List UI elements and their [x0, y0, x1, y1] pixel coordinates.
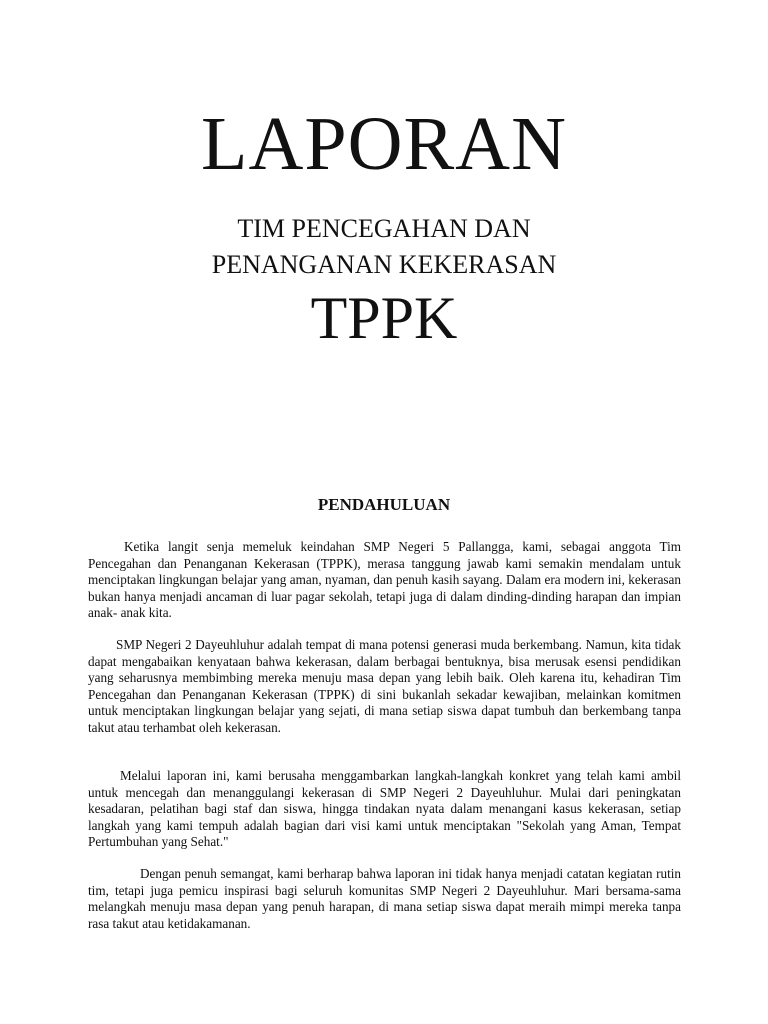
paragraph-3: Melalui laporan ini, kami berusaha menggambarkan langkah-langkah konkret yang telah kami ambil untuk mencegah dan menanggulangi kekerasan di SMP Negeri 2 Dayeuhluhur. Mulai dari peningkatan kesadaran, pelatihan bagi staf dan siswa, hingga tindakan nyata dalam menangani kasus kekerasan, setiap langkah yang kami tempuh adalah bagian dari visi kami untuk menciptakan "Sekolah yang Aman, Tempat Pertumbuhan yang Sehat.": [88, 768, 681, 849]
document-title: LAPORAN: [201, 102, 567, 186]
paragraph-2: SMP Negeri 2 Dayeuhluhur adalah tempat di mana potensi generasi muda berkembang. Namun, kita tidak dapat mengabaikan kenyataan bahwa kekerasan, dalam berbagai bentuknya, bisa merusak esensi pendidikan yang seharusnya membimbing mereka menuju masa depan yang lebih baik. Oleh karena itu, kehadiran Tim Pencegahan dan Penanganan Kekerasan (TPPK) di sini bukanlah sekadar kewajiban, melainkan komitmen untuk menciptakan lingkungan belajar yang sejati, di mana setiap siswa dapat tumbuh dan berkembang tanpa takut atau terhambat oleh kekerasan.: [88, 637, 681, 735]
paragraph-4: Dengan penuh semangat, kami berharap bahwa laporan ini tidak hanya menjadi catatan kegiatan rutin tim, tetapi juga pemicu inspirasi bagi seluruh komunitas SMP Negeri 2 Dayeuhluhur. Mari bersama-sama melangkah menuju masa depan yang penuh harapan, di mana setiap siswa dapat meraih mimpi mereka tanpa rasa takut atau ketidakamanan.: [88, 866, 681, 931]
section-heading: PENDAHULUAN: [317, 495, 451, 514]
document-subtitle-line-2: PENANGANAN KEKERASAN: [211, 250, 557, 279]
paragraph-1: Ketika langit senja memeluk keindahan SMP Negeri 5 Pallangga, kami, sebagai anggota Tim Pencegahan dan Penanganan Kekerasan (TPPK), merasa tanggung jawab kami semakin mendalam untuk menciptakan lingkungan belajar yang aman, nyaman, dan penuh kasih sayang. Dalam era modern ini, kekerasan bukan hanya menjadi ancaman di luar pagar sekolah, tetapi juga di dalam dinding-dinding harapan dan impian anak- anak kita.: [88, 539, 681, 620]
document-subtitle-line-1: TIM PENCEGAHAN DAN: [237, 214, 531, 243]
document-acronym: TPPK: [310, 285, 458, 351]
